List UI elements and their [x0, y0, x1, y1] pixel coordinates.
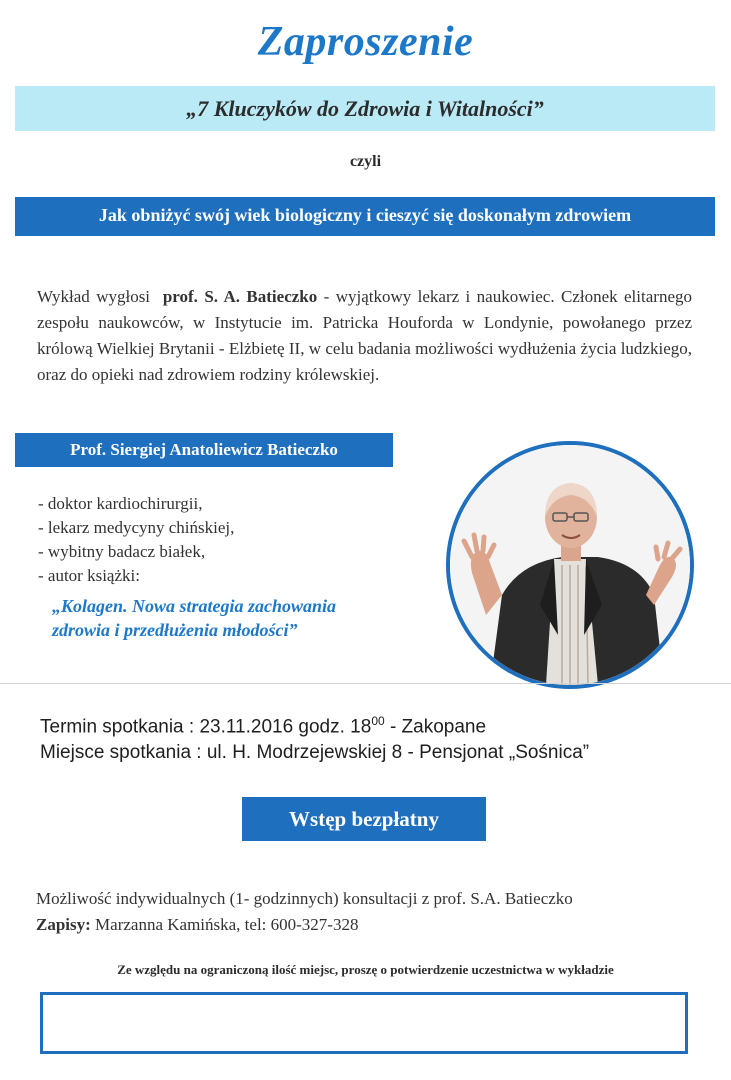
confirmation-box[interactable]: [40, 992, 688, 1054]
consultation-info: [36, 886, 706, 938]
speaker-name: prof. S. A. Batieczko: [162, 287, 318, 306]
signup-contact: Marzanna Kamińska, tel: 600-327-328: [90, 915, 359, 934]
credential-item: - wybitny badacz białek,: [38, 542, 206, 561]
credential-item: - autor książki:: [38, 566, 140, 585]
credential-item: - lekarz medycyny chińskiej,: [38, 518, 235, 537]
meeting-time-minutes: 00: [371, 714, 385, 728]
book-title-line: zdrowia i przedłużenia młodości”: [52, 620, 298, 640]
page-title: Zaproszenie: [257, 19, 474, 65]
attendance-notice: Ze względu na ograniczoną ilość miejsc, proszę o potwierdzenie uczestnictwa w wykładzie: [117, 962, 614, 977]
free-entry-badge: Wstęp bezpłatny: [242, 797, 486, 841]
meeting-place: Miejsce spotkania : ul. H. Modrzejewskiej 8 - Pensjonat „Sośnica”: [40, 742, 590, 764]
book-title-line: „Kolagen. Nowa strategia zachowania: [52, 596, 337, 616]
credentials-list: [38, 492, 458, 588]
speaker-portrait-icon: [450, 445, 690, 685]
meeting-details: [40, 708, 720, 766]
meeting-date: [40, 708, 720, 740]
book-title: [52, 594, 432, 642]
fold-line: [0, 683, 731, 684]
lecture-paragraph: [37, 284, 692, 388]
connector-text: czyli: [349, 153, 382, 170]
lecture-intro: Wykład wygłosi: [37, 287, 151, 306]
credential-item: - doktor kardiochirurgii,: [38, 494, 203, 513]
meeting-date-text: Termin spotkania : 23.11.2016 godz. 18: [40, 716, 372, 738]
signup-line: [36, 912, 706, 938]
lecture-topic: Jak obniżyć swój wiek biologiczny i cieszyć się doskonałym zdrowiem: [98, 205, 632, 225]
speaker-description: - wyjątkowy lekarz i naukowiec. Członek elitarnego zespołu naukowców, w Instytucie im. Patricka Houforda w Londynie, powołanego przez królową Wielkiej Brytanii - Elżbietę II, w celu badania możliwości wydłużenia życia ludzkiego, oraz do opieki nad zdrowiem rodziny królewskiej.: [37, 287, 692, 384]
meeting-city: - Zakopane: [384, 716, 487, 738]
signup-label: Zapisy:: [36, 915, 91, 934]
lecture-subtitle: „7 Kluczyków do Zdrowia i Witalności”: [186, 96, 544, 121]
consultation-text: Możliwość indywidualnych (1- godzinnych) konsultacji z prof. S.A. Batieczko: [36, 889, 573, 908]
speaker-photo: [446, 441, 694, 689]
profile-name: Prof. Siergiej Anatoliewicz Batieczko: [70, 440, 338, 459]
